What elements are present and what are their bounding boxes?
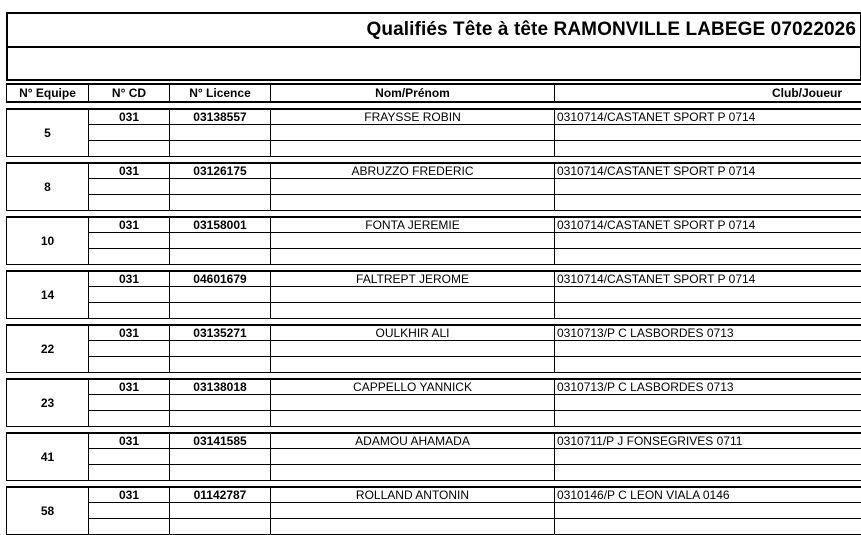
table-body [7, 102, 861, 535]
header-nom: Nom/Prénom [271, 84, 555, 102]
table-header-row [7, 84, 861, 102]
empty-cell [89, 503, 170, 519]
empty-cell [555, 411, 861, 427]
empty-cell [271, 449, 555, 465]
table-row [7, 233, 861, 249]
team-number: 41 [7, 433, 89, 481]
table-row [7, 125, 861, 141]
club-cell: 0310714/CASTANET SPORT P 0714 [555, 163, 861, 179]
team-number: 5 [7, 109, 89, 157]
licence-cell: 01142787 [170, 487, 271, 503]
team-number: 10 [7, 217, 89, 265]
player-name-cell: ABRUZZO FREDERIC [271, 163, 555, 179]
club-cell: 0310711/P J FONSEGRIVES 0711 [555, 433, 861, 449]
team-number: 14 [7, 271, 89, 319]
empty-cell [271, 195, 555, 211]
empty-cell [555, 519, 861, 535]
club-cell: 0310713/P C LASBORDES 0713 [555, 379, 861, 395]
header-cd: N° CD [89, 84, 170, 102]
empty-cell [555, 465, 861, 481]
empty-cell [89, 465, 170, 481]
spacer-cell [7, 102, 861, 109]
empty-cell [555, 125, 861, 141]
empty-cell [89, 287, 170, 303]
empty-cell [555, 233, 861, 249]
empty-cell [271, 341, 555, 357]
club-cell: 0310714/CASTANET SPORT P 0714 [555, 217, 861, 233]
empty-cell [170, 141, 271, 157]
table-row [7, 195, 861, 211]
club-cell: 0310713/P C LASBORDES 0713 [555, 325, 861, 341]
empty-cell [170, 357, 271, 373]
table-row [7, 449, 861, 465]
empty-cell [170, 233, 271, 249]
empty-cell [170, 465, 271, 481]
club-cell: 0310146/P C LEON VIALA 0146 [555, 487, 861, 503]
empty-cell [89, 303, 170, 319]
player-name-cell: CAPPELLO YANNICK [271, 379, 555, 395]
licence-cell: 03135271 [170, 325, 271, 341]
empty-cell [555, 395, 861, 411]
empty-cell [89, 233, 170, 249]
club-cell: 0310714/CASTANET SPORT P 0714 [555, 109, 861, 125]
table-row [7, 487, 861, 503]
cd-cell: 031 [89, 487, 170, 503]
empty-cell [170, 411, 271, 427]
header-equipe: N° Equipe [7, 84, 89, 102]
team-number: 22 [7, 325, 89, 373]
empty-cell [555, 287, 861, 303]
empty-cell [555, 249, 861, 265]
empty-cell [555, 503, 861, 519]
empty-cell [170, 195, 271, 211]
player-name-cell: FRAYSSE ROBIN [271, 109, 555, 125]
table-row [7, 411, 861, 427]
table-row [7, 303, 861, 319]
table-row [7, 271, 861, 287]
player-name-cell: FALTREPT JEROME [271, 271, 555, 287]
team-number: 8 [7, 163, 89, 211]
table-row [7, 341, 861, 357]
empty-cell [271, 503, 555, 519]
empty-cell [170, 449, 271, 465]
table-row [7, 109, 861, 125]
empty-cell [170, 519, 271, 535]
empty-cell [555, 341, 861, 357]
empty-cell [555, 179, 861, 195]
table-row [7, 249, 861, 265]
player-name-cell: OULKHIR ALI [271, 325, 555, 341]
table-row [7, 379, 861, 395]
empty-cell [555, 141, 861, 157]
empty-cell [271, 357, 555, 373]
empty-cell [271, 125, 555, 141]
empty-cell [89, 411, 170, 427]
empty-cell [271, 249, 555, 265]
page-title: Qualifiés Tête à tête RAMONVILLE LABEGE 07022026 [367, 19, 856, 41]
table-row [7, 141, 861, 157]
table-row [7, 357, 861, 373]
empty-cell [170, 503, 271, 519]
cd-cell: 031 [89, 325, 170, 341]
empty-cell [170, 287, 271, 303]
empty-cell [271, 519, 555, 535]
empty-cell [555, 357, 861, 373]
cd-cell: 031 [89, 271, 170, 287]
empty-cell [89, 179, 170, 195]
licence-cell: 03158001 [170, 217, 271, 233]
empty-cell [271, 465, 555, 481]
cd-cell: 031 [89, 163, 170, 179]
player-name-cell: FONTA JEREMIE [271, 217, 555, 233]
empty-cell [89, 341, 170, 357]
table-row [7, 395, 861, 411]
table-row [7, 217, 861, 233]
empty-cell [271, 303, 555, 319]
empty-cell [89, 125, 170, 141]
empty-cell [555, 195, 861, 211]
cd-cell: 031 [89, 433, 170, 449]
licence-cell: 03141585 [170, 433, 271, 449]
empty-cell [89, 249, 170, 265]
empty-cell [89, 357, 170, 373]
empty-cell [271, 179, 555, 195]
header-club: Club/Joueur [555, 84, 861, 102]
empty-cell [170, 125, 271, 141]
table-row [7, 325, 861, 341]
player-name-cell: ADAMOU AHAMADA [271, 433, 555, 449]
header-licence: N° Licence [170, 84, 271, 102]
table-row [7, 163, 861, 179]
table-row [7, 465, 861, 481]
cd-cell: 031 [89, 217, 170, 233]
empty-cell [271, 287, 555, 303]
licence-cell: 03138018 [170, 379, 271, 395]
title-spacer-bar [6, 48, 861, 81]
empty-cell [170, 395, 271, 411]
player-name-cell: ROLLAND ANTONIN [271, 487, 555, 503]
empty-cell [271, 141, 555, 157]
cd-cell: 031 [89, 379, 170, 395]
empty-cell [89, 449, 170, 465]
empty-cell [271, 411, 555, 427]
club-cell: 0310714/CASTANET SPORT P 0714 [555, 271, 861, 287]
empty-cell [89, 195, 170, 211]
empty-cell [271, 395, 555, 411]
team-number: 58 [7, 487, 89, 535]
cd-cell: 031 [89, 109, 170, 125]
table-row [7, 287, 861, 303]
empty-cell [89, 395, 170, 411]
table-row [7, 519, 861, 535]
empty-cell [89, 141, 170, 157]
licence-cell: 03138557 [170, 109, 271, 125]
empty-cell [555, 303, 861, 319]
table-row [7, 179, 861, 195]
table-row [7, 433, 861, 449]
qualified-table [6, 83, 861, 535]
empty-cell [170, 179, 271, 195]
team-number: 23 [7, 379, 89, 427]
block-spacer [7, 102, 861, 109]
licence-cell: 03126175 [170, 163, 271, 179]
table-row [7, 503, 861, 519]
empty-cell [170, 341, 271, 357]
empty-cell [170, 249, 271, 265]
empty-cell [170, 303, 271, 319]
empty-cell [271, 233, 555, 249]
title-box [6, 12, 861, 48]
empty-cell [89, 519, 170, 535]
empty-cell [555, 449, 861, 465]
licence-cell: 04601679 [170, 271, 271, 287]
